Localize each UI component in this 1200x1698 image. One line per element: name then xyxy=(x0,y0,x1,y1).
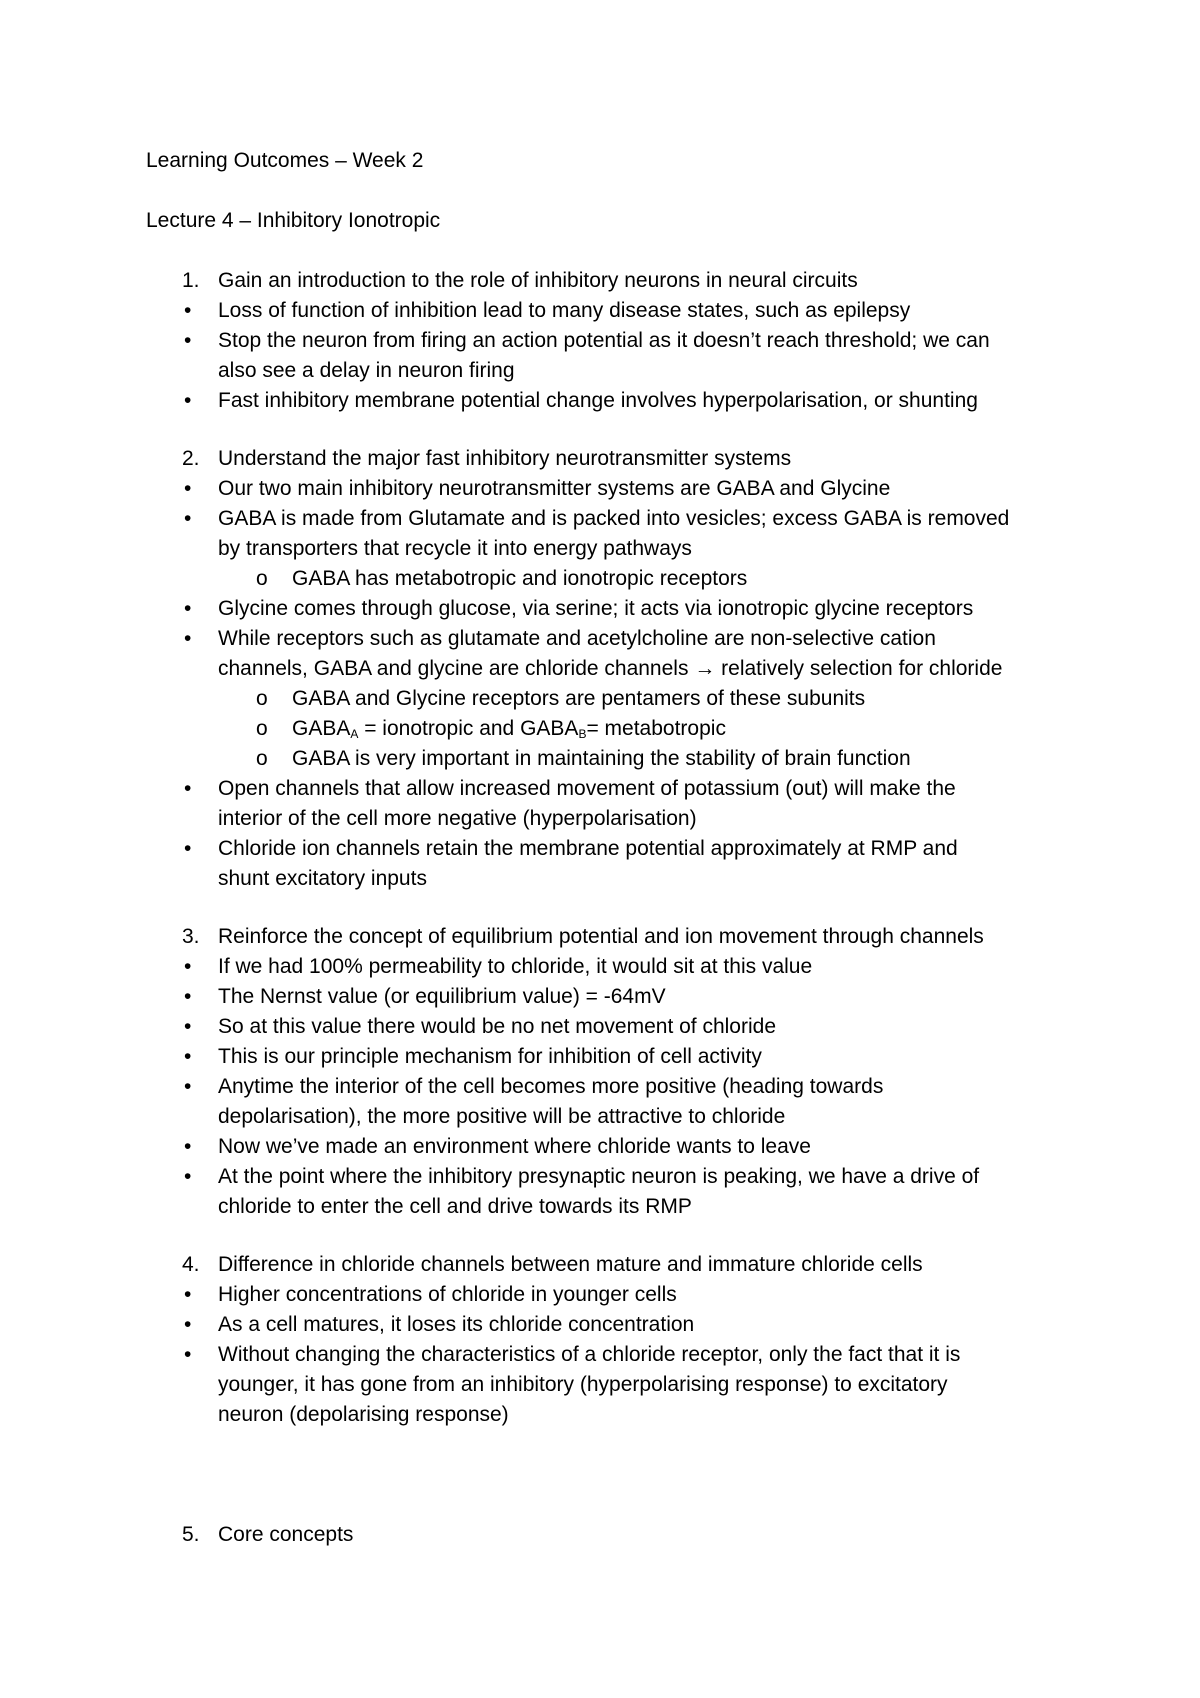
section-1-bullet-1: Loss of function of inhibition lead to many disease states, such as epilepsy xyxy=(218,299,911,322)
section-3-bullet-6: Now we’ve made an environment where chloride wants to leave xyxy=(218,1135,811,1158)
section-3-bullet-5-line-1: Anytime the interior of the cell becomes more positive (heading towards xyxy=(218,1075,884,1098)
section-4-bullet-3-line-3: neuron (depolarising response) xyxy=(218,1403,509,1426)
bullet-marker: • xyxy=(184,389,192,412)
lecture-title: Lecture 4 – Inhibitory Ionotropic xyxy=(146,209,441,232)
subscript-a: A xyxy=(350,727,359,741)
metabotropic-label: = metabotropic xyxy=(586,717,726,740)
section-2-bullet-5-line-2: interior of the cell more negative (hyperpolarisation) xyxy=(218,807,697,830)
section-2-sub-bullet-2: GABA and Glycine receptors are pentamers of these subunits xyxy=(292,687,866,710)
bullet-marker: • xyxy=(184,1283,192,1306)
section-5-number: 5. xyxy=(182,1523,200,1546)
bullet-marker: • xyxy=(184,597,192,620)
bullet-marker: • xyxy=(184,777,192,800)
section-1-bullet-2-line-1: Stop the neuron from firing an action potential as it doesn’t reach threshold; we can xyxy=(218,329,990,352)
section-1-heading: Gain an introduction to the role of inhibitory neurons in neural circuits xyxy=(218,269,858,292)
document-title: Learning Outcomes – Week 2 xyxy=(146,149,424,172)
section-2-bullet-4-line-2 xyxy=(218,654,1002,684)
section-4-bullet-3-line-1: Without changing the characteristics of a chloride receptor, only the fact that it is xyxy=(218,1343,961,1366)
section-3-bullet-5-line-2: depolarisation), the more positive will be attractive to chloride xyxy=(218,1105,786,1128)
section-2-sub-bullet-4: GABA is very important in maintaining the stability of brain function xyxy=(292,747,911,770)
section-2-bullet-3: Glycine comes through glucose, via serine; it acts via ionotropic glycine receptors xyxy=(218,597,974,620)
section-4-bullet-1: Higher concentrations of chloride in younger cells xyxy=(218,1283,677,1306)
section-3-heading: Reinforce the concept of equilibrium potential and ion movement through channels xyxy=(218,925,984,948)
bullet-marker: • xyxy=(184,1075,192,1098)
section-4-number: 4. xyxy=(182,1253,200,1276)
bullet-marker: • xyxy=(184,1313,192,1336)
section-3-bullet-3: So at this value there would be no net movement of chloride xyxy=(218,1015,776,1038)
gaba-b-label: = ionotropic and GABA xyxy=(358,717,579,740)
section-2-bullet-4-text-a: channels, GABA and glycine are chloride channels xyxy=(218,657,689,680)
section-3-bullet-7-line-1: At the point where the inhibitory presynaptic neuron is peaking, we have a drive of xyxy=(218,1165,980,1188)
section-3-bullet-4: This is our principle mechanism for inhibition of cell activity xyxy=(218,1045,762,1068)
section-2-number: 2. xyxy=(182,447,200,470)
section-4-heading: Difference in chloride channels between mature and immature chloride cells xyxy=(218,1253,923,1276)
bullet-marker: • xyxy=(184,299,192,322)
section-4-bullet-2: As a cell matures, it loses its chloride concentration xyxy=(218,1313,695,1336)
bullet-marker: • xyxy=(184,329,192,352)
gaba-a-label: GABA xyxy=(292,717,351,740)
section-2-bullet-2-line-2: by transporters that recycle it into energy pathways xyxy=(218,537,692,560)
sub-bullet-marker: o xyxy=(256,747,268,770)
bullet-marker: • xyxy=(184,1015,192,1038)
bullet-marker: • xyxy=(184,955,192,978)
section-2-bullet-6-line-2: shunt excitatory inputs xyxy=(218,867,427,890)
section-4-bullet-3-line-2: younger, it has gone from an inhibitory (hyperpolarising response) to excitatory xyxy=(218,1373,948,1396)
bullet-marker: • xyxy=(184,507,192,530)
bullet-marker: • xyxy=(184,837,192,860)
subscript-b: B xyxy=(578,727,587,741)
section-2-heading: Understand the major fast inhibitory neurotransmitter systems xyxy=(218,447,792,470)
section-5-heading: Core concepts xyxy=(218,1523,354,1546)
section-3-number: 3. xyxy=(182,925,200,948)
section-2-bullet-4-text-b: relatively selection for chloride xyxy=(721,657,1003,680)
section-3-bullet-7-line-2: chloride to enter the cell and drive towards its RMP xyxy=(218,1195,692,1218)
section-1-number: 1. xyxy=(182,269,200,292)
section-1-bullet-2-line-2: also see a delay in neuron firing xyxy=(218,359,515,382)
bullet-marker: • xyxy=(184,1045,192,1068)
section-2-bullet-4-line-1: While receptors such as glutamate and acetylcholine are non-selective cation xyxy=(218,627,936,650)
bullet-marker: • xyxy=(184,1135,192,1158)
section-2-bullet-6-line-1: Chloride ion channels retain the membrane potential approximately at RMP and xyxy=(218,837,958,860)
bullet-marker: • xyxy=(184,627,192,650)
arrow-right-icon: → xyxy=(694,657,716,680)
section-3-bullet-2: The Nernst value (or equilibrium value) = -64mV xyxy=(218,985,666,1008)
sub-bullet-marker: o xyxy=(256,687,268,710)
bullet-marker: • xyxy=(184,1343,192,1366)
section-2-bullet-5-line-1: Open channels that allow increased movement of potassium (out) will make the xyxy=(218,777,956,800)
section-2-sub-bullet-1: GABA has metabotropic and ionotropic receptors xyxy=(292,567,748,590)
section-2-bullet-1: Our two main inhibitory neurotransmitter systems are GABA and Glycine xyxy=(218,477,891,500)
bullet-marker: • xyxy=(184,985,192,1008)
section-2-bullet-2-line-1: GABA is made from Glutamate and is packed into vesicles; excess GABA is removed xyxy=(218,507,1010,530)
section-3-bullet-1: If we had 100% permeability to chloride, it would sit at this value xyxy=(218,955,813,978)
bullet-marker: • xyxy=(184,477,192,500)
section-1-bullet-3: Fast inhibitory membrane potential change involves hyperpolarisation, or shunting xyxy=(218,389,978,412)
bullet-marker: • xyxy=(184,1165,192,1188)
sub-bullet-marker: o xyxy=(256,717,268,740)
sub-bullet-marker: o xyxy=(256,567,268,590)
